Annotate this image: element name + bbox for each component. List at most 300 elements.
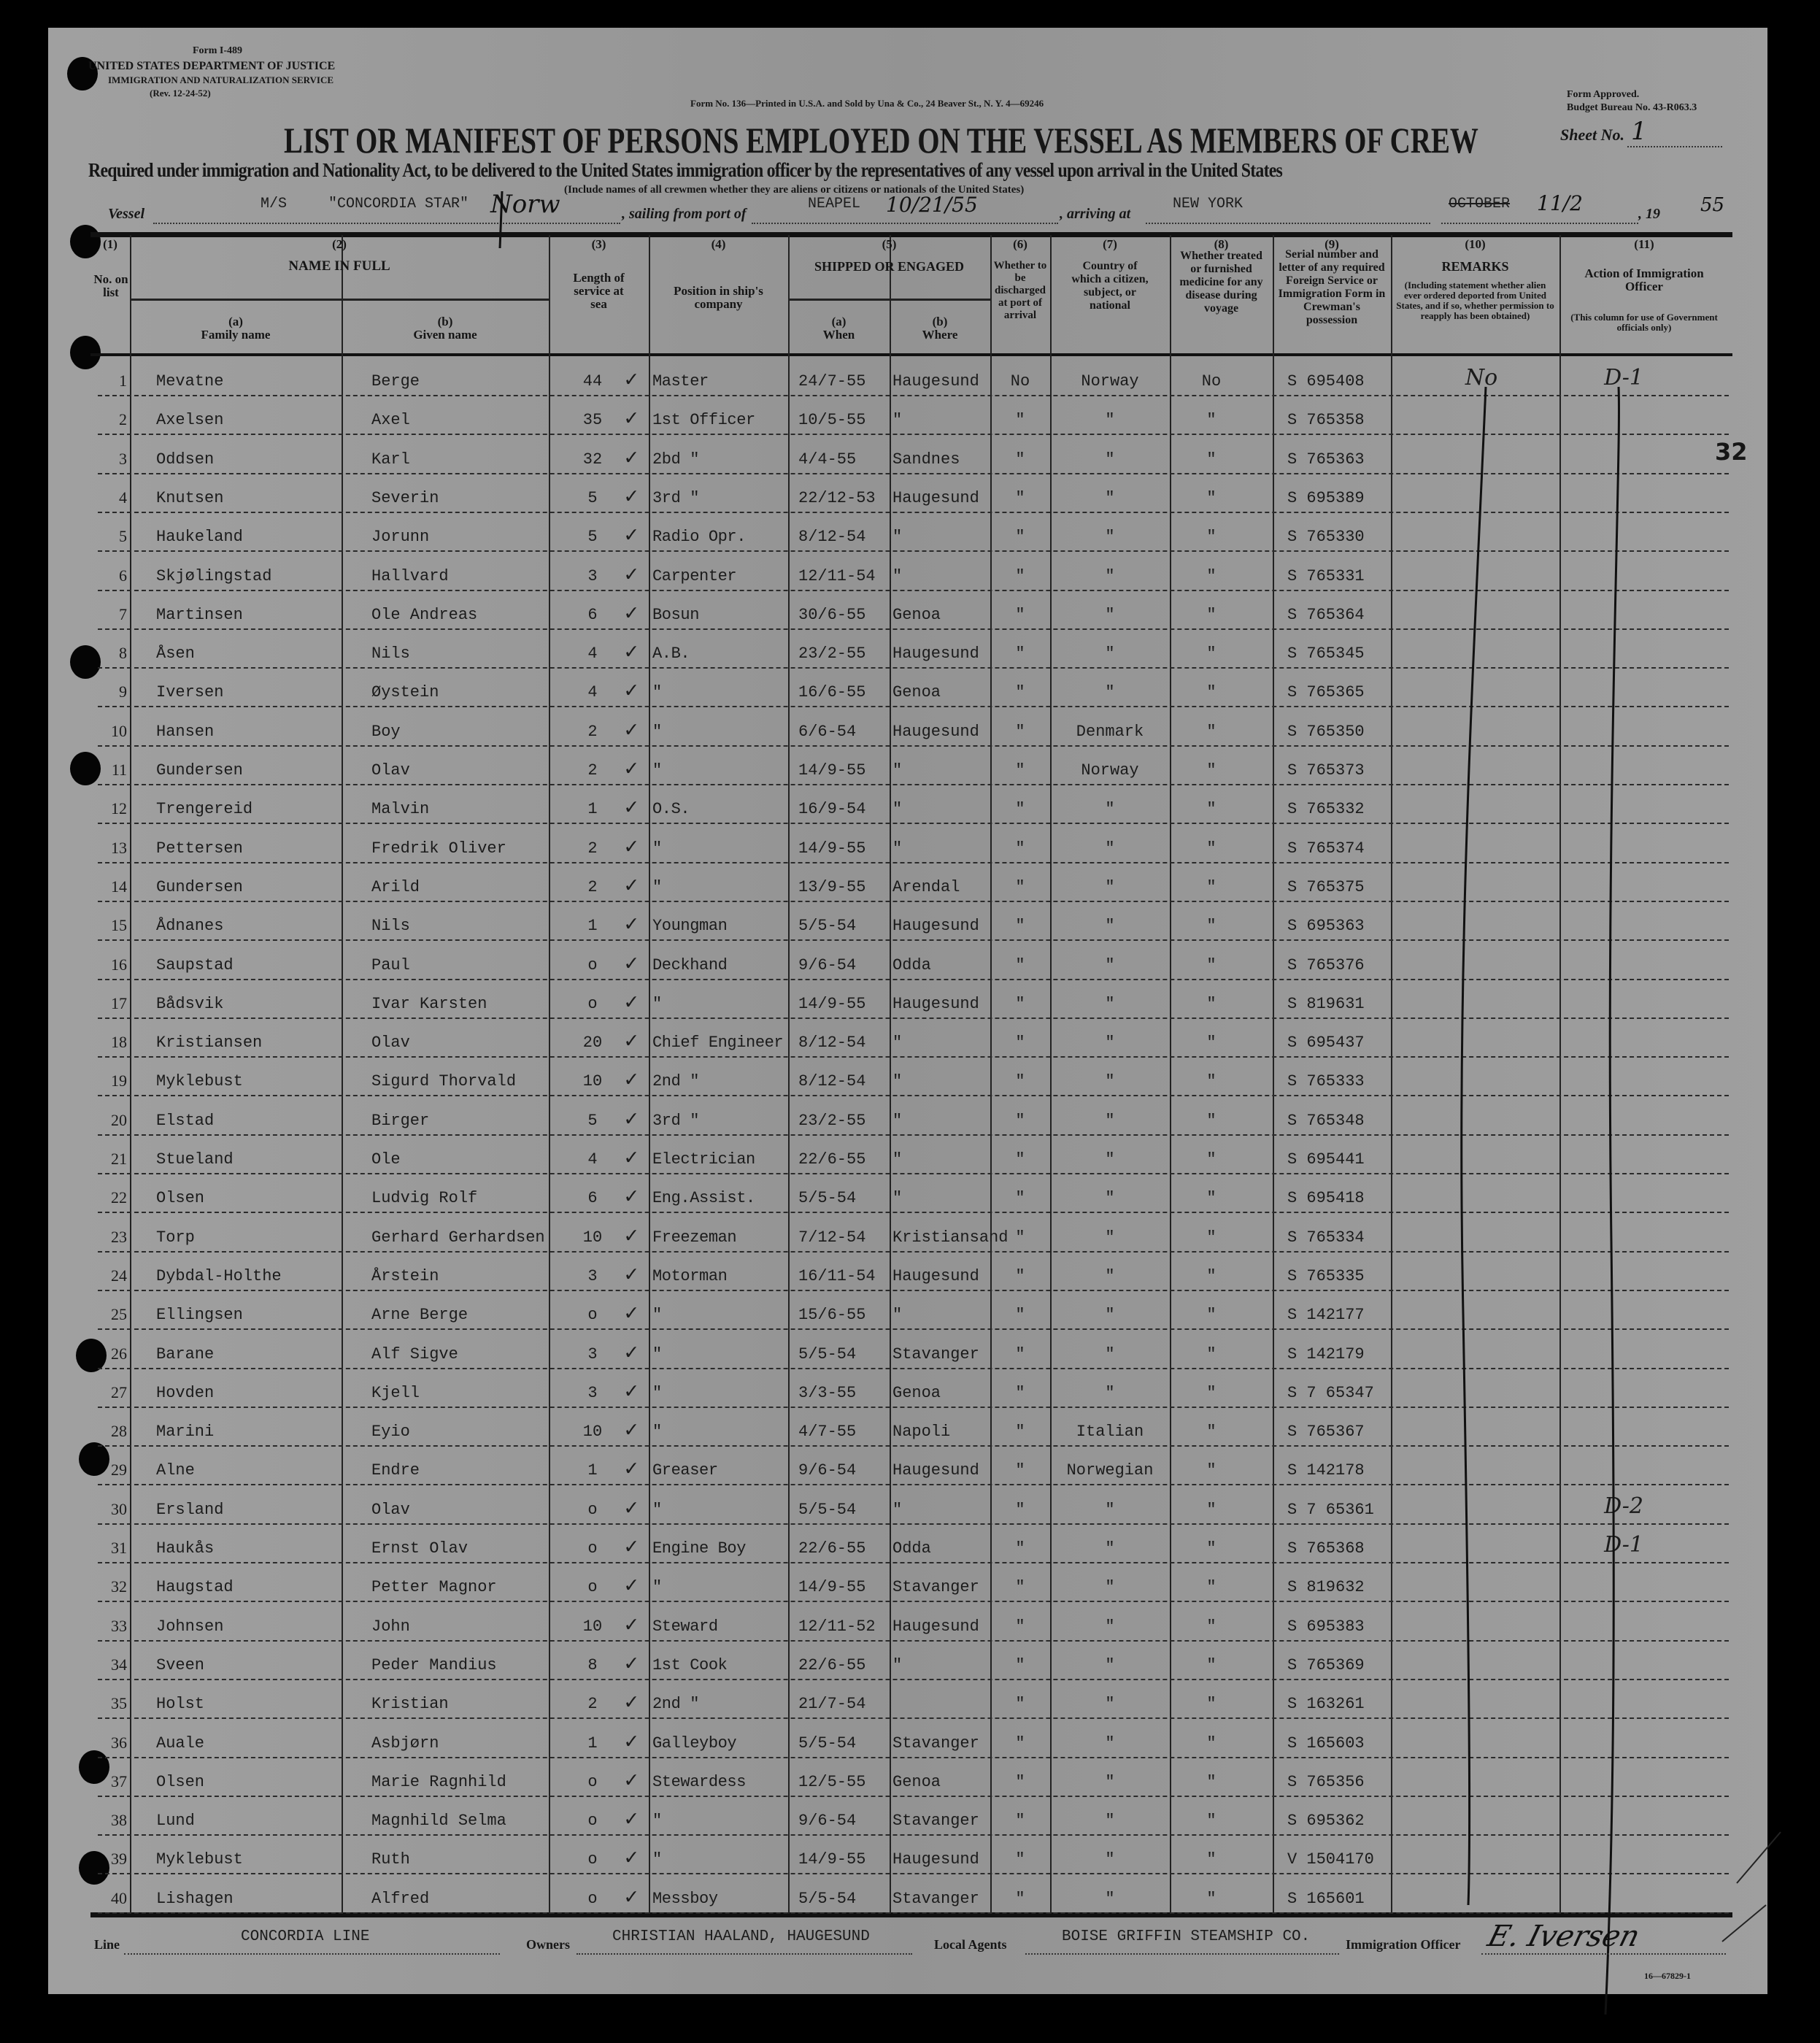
- cell-serial: S 765350: [1287, 722, 1365, 741]
- cell-when: 16/11-54: [798, 1266, 876, 1285]
- cell-given-name: Kristian: [371, 1695, 449, 1714]
- check-mark-icon: ✓: [625, 1536, 639, 1561]
- cell-where: ": [892, 761, 903, 780]
- table-row: [98, 1056, 1729, 1096]
- cell-number: 35: [111, 1694, 127, 1713]
- col-num: (3): [591, 237, 606, 251]
- cell-number: 8: [119, 644, 127, 663]
- check-mark-icon: ✓: [625, 1730, 639, 1755]
- cell-action: D-2: [1604, 1493, 1643, 1519]
- cell-when: 8/12-54: [798, 528, 866, 547]
- cell-serial: S 765375: [1287, 877, 1365, 896]
- cell-when: 13/9-55: [798, 877, 866, 896]
- cell-country: ": [1105, 800, 1115, 819]
- cell-discharged: ": [1015, 1500, 1025, 1519]
- cell-country: ": [1105, 1072, 1115, 1091]
- revision: (Rev. 12-24-52): [150, 88, 211, 99]
- cell-medicine: ": [1206, 1734, 1216, 1752]
- cell-medicine: ": [1206, 722, 1216, 741]
- cell-discharged: ": [1015, 1617, 1025, 1636]
- table-row: [98, 356, 1729, 396]
- cell-position: Galleyboy: [652, 1734, 737, 1752]
- cell-given-name: Endre: [371, 1461, 420, 1480]
- cell-position: ": [652, 1578, 662, 1597]
- cell-where: ": [892, 1072, 903, 1091]
- cell-serial: S 695383: [1287, 1617, 1365, 1636]
- cell-position: Radio Opr.: [652, 528, 747, 547]
- col-header-discharged: Whether to be discharged at port of arrival: [993, 260, 1047, 321]
- check-mark-icon: ✓: [625, 446, 639, 472]
- cell-serial: S 765331: [1287, 566, 1365, 585]
- check-mark-icon: ✓: [625, 1185, 639, 1211]
- cell-country: ": [1105, 1578, 1115, 1597]
- check-mark-icon: ✓: [625, 1769, 639, 1794]
- officer-signature: E. Iversen: [1484, 1920, 1643, 1953]
- cell-given-name: Olav: [371, 761, 410, 780]
- cell-length: o: [587, 1539, 598, 1558]
- cell-serial: S 695408: [1287, 372, 1365, 390]
- cell-discharged: ": [1015, 1655, 1025, 1674]
- cell-medicine: ": [1206, 1111, 1216, 1130]
- cell-number: 11: [111, 761, 127, 779]
- cell-number: 20: [111, 1110, 127, 1129]
- form-number: Form I-489: [193, 45, 243, 56]
- cell-given-name: Ivar Karsten: [371, 994, 487, 1013]
- cell-position: Master: [652, 372, 709, 390]
- check-mark-icon: ✓: [625, 1302, 639, 1328]
- cell-country: Italian: [1076, 1423, 1144, 1442]
- cell-number: 40: [111, 1888, 127, 1907]
- cell-serial: S 765367: [1287, 1423, 1365, 1442]
- check-mark-icon: ✓: [625, 407, 639, 433]
- cell-discharged: ": [1015, 1034, 1025, 1053]
- cell-position: Motorman: [652, 1266, 728, 1285]
- cell-country: ": [1105, 1383, 1115, 1402]
- cell-given-name: Boy: [371, 722, 401, 741]
- col-header-remarks: REMARKS: [1441, 259, 1509, 274]
- cell-number: 1: [119, 372, 127, 390]
- cell-discharged: ": [1015, 528, 1025, 547]
- owners-value: CHRISTIAN HAALAND, HAUGESUND: [612, 1928, 870, 1945]
- check-mark-icon: ✓: [625, 1885, 639, 1911]
- cell-where: ": [892, 800, 903, 819]
- check-mark-icon: ✓: [625, 1496, 639, 1522]
- cell-country: ": [1105, 1812, 1115, 1831]
- cell-country: ": [1105, 566, 1115, 585]
- cell-length: 10: [582, 1617, 603, 1636]
- cell-when: 10/5-55: [798, 411, 866, 430]
- cell-where: Haugesund: [892, 722, 979, 741]
- cell-number: 2: [119, 410, 127, 429]
- cell-number: 3: [119, 449, 127, 468]
- cell-length: 4: [587, 1150, 598, 1169]
- cell-family-name: Axelsen: [156, 411, 224, 430]
- cell-country: ": [1105, 645, 1115, 663]
- cell-where: Stavanger: [892, 1734, 979, 1752]
- cell-where: Genoa: [892, 1772, 941, 1791]
- cell-given-name: Ernst Olav: [371, 1539, 469, 1558]
- table-row: [98, 862, 1729, 902]
- cell-position: 1st Officer: [652, 411, 755, 430]
- cell-where: Haugesund: [892, 1850, 979, 1869]
- cell-family-name: Oddsen: [156, 450, 215, 469]
- check-mark-icon: ✓: [625, 1069, 639, 1094]
- cell-when: 24/7-55: [798, 372, 866, 390]
- cell-position: 3rd ": [652, 488, 700, 507]
- check-mark-icon: ✓: [625, 796, 639, 822]
- cell-given-name: Alfred: [371, 1889, 430, 1908]
- cell-where: Genoa: [892, 1383, 941, 1402]
- cell-country: ": [1105, 450, 1115, 469]
- cell-given-name: Paul: [371, 955, 410, 974]
- cell-medicine: ": [1206, 1228, 1216, 1247]
- cell-discharged: ": [1015, 1344, 1025, 1363]
- cell-when: 5/5-54: [798, 1889, 857, 1908]
- cell-number: 7: [119, 604, 127, 623]
- form-approved: Form Approved.: [1567, 89, 1640, 100]
- cell-when: 5/5-54: [798, 1344, 857, 1363]
- cell-country: ": [1105, 1228, 1115, 1247]
- cell-where: ": [892, 1150, 903, 1169]
- arrival-month-struck: OCTOBER: [1449, 196, 1511, 212]
- cell-when: 14/9-55: [798, 839, 866, 858]
- cell-serial: S 765365: [1287, 683, 1365, 702]
- cell-family-name: Iversen: [156, 683, 224, 702]
- cell-given-name: Axel: [371, 411, 410, 430]
- cell-number: 39: [111, 1850, 127, 1869]
- cell-medicine: ": [1206, 450, 1216, 469]
- cell-medicine: ": [1206, 1812, 1216, 1831]
- cell-country: ": [1105, 1111, 1115, 1130]
- cell-number: 6: [119, 566, 127, 585]
- cell-where: Odda: [892, 1539, 931, 1558]
- cell-length: 1: [587, 800, 598, 819]
- cell-position: Electrician: [652, 1150, 755, 1169]
- cell-number: 24: [111, 1266, 127, 1285]
- cell-serial: S 765368: [1287, 1539, 1365, 1558]
- cell-length: 32: [582, 450, 603, 469]
- cell-family-name: Ellingsen: [156, 1306, 243, 1325]
- col-header-position: Position in ship's company: [674, 284, 763, 311]
- table-row: [98, 1368, 1729, 1408]
- cell-length: 5: [587, 488, 598, 507]
- cell-country: ": [1105, 1266, 1115, 1285]
- table-row: [98, 979, 1729, 1019]
- cell-serial: S 765348: [1287, 1111, 1365, 1130]
- cell-serial: S 142177: [1287, 1306, 1365, 1325]
- cell-when: 9/6-54: [798, 955, 857, 974]
- cell-discharged: ": [1015, 800, 1025, 819]
- cell-position: Engine Boy: [652, 1539, 747, 1558]
- cell-where: Stavanger: [892, 1578, 979, 1597]
- cell-serial: S 765363: [1287, 450, 1365, 469]
- cell-medicine: ": [1206, 1034, 1216, 1053]
- cell-given-name: Arne Berge: [371, 1306, 469, 1325]
- cell-when: 22/6-55: [798, 1539, 866, 1558]
- cell-number: 9: [119, 682, 127, 701]
- cell-where: ": [892, 1655, 903, 1674]
- cell-when: 15/6-55: [798, 1306, 866, 1325]
- check-mark-icon: ✓: [625, 1263, 639, 1288]
- cell-given-name: Asbjørn: [371, 1734, 439, 1752]
- cell-discharged: ": [1015, 1461, 1025, 1480]
- table-row: [98, 1096, 1729, 1136]
- cell-medicine: ": [1206, 1850, 1216, 1869]
- cell-when: 22/6-55: [798, 1150, 866, 1169]
- cell-discharged: ": [1015, 1772, 1025, 1791]
- cell-discharged: ": [1015, 645, 1025, 663]
- table-row: [98, 1407, 1729, 1447]
- cell-discharged: ": [1015, 761, 1025, 780]
- cell-where: Haugesund: [892, 917, 979, 936]
- cell-length: 5: [587, 1111, 598, 1130]
- cell-family-name: Elstad: [156, 1111, 215, 1130]
- cell-medicine: ": [1206, 917, 1216, 936]
- cell-given-name: Birger: [371, 1111, 430, 1130]
- cell-discharged: ": [1015, 566, 1025, 585]
- cell-where: Haugesund: [892, 645, 979, 663]
- cell-medicine: ": [1206, 683, 1216, 702]
- cell-position: ": [652, 877, 662, 896]
- cell-position: A.B.: [652, 645, 690, 663]
- cell-number: 36: [111, 1733, 127, 1752]
- cell-number: 18: [111, 1033, 127, 1052]
- cell-family-name: Bådsvik: [156, 994, 224, 1013]
- cell-number: 22: [111, 1188, 127, 1207]
- cell-family-name: Pettersen: [156, 839, 243, 858]
- check-mark-icon: ✓: [625, 369, 639, 393]
- table-row: [98, 1679, 1729, 1719]
- cell-position: Messboy: [652, 1889, 718, 1908]
- cell-discharged: ": [1015, 1423, 1025, 1442]
- cell-position: 1st Cook: [652, 1655, 728, 1674]
- cell-given-name: Olav: [371, 1500, 410, 1519]
- page-stamp: 32: [1715, 438, 1748, 466]
- cell-where: ": [892, 528, 903, 547]
- page-title: LIST OR MANIFEST OF PERSONS EMPLOYED ON THE VESSEL AS MEMBERS OF CREW: [284, 120, 1478, 161]
- cell-serial: S 765358: [1287, 411, 1365, 430]
- cell-country: ": [1105, 1734, 1115, 1752]
- cell-when: 12/11-52: [798, 1617, 876, 1636]
- year-prefix: , 19: [1638, 206, 1660, 222]
- cell-country: ": [1105, 1695, 1115, 1714]
- col-num: (a): [831, 315, 847, 328]
- cell-serial: S 765373: [1287, 761, 1365, 780]
- vessel-name: "CONCORDIA STAR": [328, 196, 469, 212]
- cell-discharged: ": [1015, 450, 1025, 469]
- cell-when: 9/6-54: [798, 1461, 857, 1480]
- cell-position: Stewardess: [652, 1772, 747, 1791]
- cell-discharged: ": [1015, 994, 1025, 1013]
- cell-action: D-1: [1604, 1532, 1643, 1558]
- check-mark-icon: ✓: [625, 1847, 639, 1872]
- cell-family-name: Ersland: [156, 1500, 224, 1519]
- cell-medicine: ": [1206, 1072, 1216, 1091]
- form-code: 16—67829-1: [1644, 1971, 1691, 1981]
- cell-family-name: Kristiansen: [156, 1034, 263, 1053]
- cell-family-name: Torp: [156, 1228, 195, 1247]
- check-mark-icon: ✓: [625, 952, 639, 977]
- cell-medicine: ": [1206, 994, 1216, 1013]
- cell-family-name: Hansen: [156, 722, 215, 741]
- cell-when: 23/2-55: [798, 645, 866, 663]
- cell-serial: S 695418: [1287, 1189, 1365, 1208]
- cell-country: ": [1105, 605, 1115, 624]
- check-mark-icon: ✓: [625, 563, 639, 588]
- cell-serial: S 695363: [1287, 917, 1365, 936]
- cell-when: 12/11-54: [798, 566, 876, 585]
- cell-position: Freezeman: [652, 1228, 737, 1247]
- vessel-label: Vessel: [108, 206, 144, 222]
- cell-country: ": [1105, 994, 1115, 1013]
- arriving-label: , arriving at: [1060, 206, 1131, 222]
- table-row: [98, 551, 1729, 591]
- cell-given-name: Ole Andreas: [371, 605, 478, 624]
- cell-given-name: Ole: [371, 1150, 401, 1169]
- subtitle: Required under immigration and Nationality Act, to be delivered to the United States immigration officer by the representatives of any vessel upon arrival in the United States: [88, 159, 1283, 181]
- col-num: (11): [1634, 237, 1654, 251]
- department: UNITED STATES DEPARTMENT OF JUSTICE: [88, 60, 336, 72]
- cell-given-name: Sigurd Thorvald: [371, 1072, 517, 1091]
- col-header-length: Length of service at sea: [573, 271, 625, 311]
- cell-serial: S 695441: [1287, 1150, 1365, 1169]
- cell-length: o: [587, 994, 598, 1013]
- check-mark-icon: ✓: [625, 835, 639, 861]
- cell-serial: S 765374: [1287, 839, 1365, 858]
- cell-when: 5/5-54: [798, 917, 857, 936]
- cell-discharged: ": [1015, 1111, 1025, 1130]
- cell-when: 23/2-55: [798, 1111, 866, 1130]
- cell-length: o: [587, 1500, 598, 1519]
- cell-family-name: Trengereid: [156, 800, 253, 819]
- cell-number: 31: [111, 1539, 127, 1557]
- cell-length: 2: [587, 761, 598, 780]
- cell-family-name: Olsen: [156, 1189, 205, 1208]
- cell-medicine: ": [1206, 1423, 1216, 1442]
- cell-number: 34: [111, 1655, 127, 1674]
- check-mark-icon: ✓: [625, 1341, 639, 1366]
- cell-length: o: [587, 1578, 598, 1597]
- table-row: [98, 590, 1729, 630]
- cell-length: 3: [587, 1383, 598, 1402]
- cell-number: 10: [111, 721, 127, 740]
- cell-position: ": [652, 722, 662, 741]
- cell-given-name: Øystein: [371, 683, 439, 702]
- cell-medicine: ": [1206, 411, 1216, 430]
- cell-given-name: John: [371, 1617, 410, 1636]
- cell-discharged: ": [1015, 1850, 1025, 1869]
- cell-family-name: Alne: [156, 1461, 195, 1480]
- cell-family-name: Auale: [156, 1734, 205, 1752]
- cell-where: ": [892, 1500, 903, 1519]
- cell-position: ": [652, 1383, 662, 1402]
- cell-number: 27: [111, 1382, 127, 1401]
- cell-serial: V 1504170: [1287, 1850, 1374, 1869]
- cell-discharged: ": [1015, 1189, 1025, 1208]
- col-header-country: Country of which a citizen, subject, or national: [1071, 260, 1149, 312]
- cell-family-name: Lishagen: [156, 1889, 234, 1908]
- table-row: [98, 940, 1729, 980]
- table-row: [98, 473, 1729, 513]
- table-row: [98, 1290, 1729, 1330]
- cell-family-name: Haugstad: [156, 1578, 234, 1597]
- cell-length: o: [587, 1772, 598, 1791]
- table-row: [98, 1134, 1729, 1174]
- cell-discharged: ": [1015, 1383, 1025, 1402]
- cell-discharged: ": [1015, 1072, 1025, 1091]
- cell-country: ": [1105, 411, 1115, 430]
- cell-position: Eng.Assist.: [652, 1189, 755, 1208]
- cell-position: ": [652, 683, 662, 702]
- cell-medicine: ": [1206, 1695, 1216, 1714]
- check-mark-icon: ✓: [625, 718, 639, 744]
- cell-where: Kristiansand: [892, 1228, 1009, 1247]
- punch-hole: [70, 336, 101, 369]
- col-num: (8): [1214, 237, 1229, 251]
- cell-where: Haugesund: [892, 488, 979, 507]
- col-header-where: Where: [922, 328, 958, 342]
- cell-given-name: Magnhild Selma: [371, 1812, 506, 1831]
- cell-family-name: Skjølingstad: [156, 566, 272, 585]
- cell-medicine: ": [1206, 877, 1216, 896]
- cell-given-name: Malvin: [371, 800, 430, 819]
- check-mark-icon: ✓: [625, 1030, 639, 1055]
- cell-where: Sandnes: [892, 450, 960, 469]
- cell-number: 19: [111, 1071, 127, 1090]
- cell-family-name: Ådnanes: [156, 917, 224, 936]
- cell-number: 38: [111, 1811, 127, 1830]
- cell-position: 2nd ": [652, 1695, 700, 1714]
- cell-medicine: ": [1206, 1150, 1216, 1169]
- cell-when: 14/9-55: [798, 1578, 866, 1597]
- cell-length: 6: [587, 605, 598, 624]
- col-header-shipped: SHIPPED OR ENGAGED: [814, 259, 965, 274]
- cell-country: ": [1105, 1617, 1115, 1636]
- cell-length: 35: [582, 411, 603, 430]
- cell-discharged: ": [1015, 839, 1025, 858]
- cell-position: Deckhand: [652, 955, 728, 974]
- cell-country: Norway: [1081, 761, 1139, 780]
- col-num: (6): [1013, 237, 1027, 251]
- col-header-family-name: Family name: [201, 328, 271, 342]
- cell-position: 3rd ": [652, 1111, 700, 1130]
- cell-position: Carpenter: [652, 566, 737, 585]
- check-mark-icon: ✓: [625, 758, 639, 782]
- cell-discharged: ": [1015, 955, 1025, 974]
- cell-serial: S 165603: [1287, 1734, 1365, 1752]
- cell-given-name: Årstein: [371, 1266, 439, 1285]
- table-row: [98, 1212, 1729, 1253]
- cell-discharged: ": [1015, 1695, 1025, 1714]
- cell-action: D-1: [1604, 365, 1643, 390]
- check-mark-icon: ✓: [625, 913, 639, 939]
- cell-serial: S 765364: [1287, 605, 1365, 624]
- cell-family-name: Olsen: [156, 1772, 205, 1791]
- cell-family-name: Gundersen: [156, 877, 243, 896]
- table-row: [98, 1796, 1729, 1836]
- cell-serial: S 765332: [1287, 800, 1365, 819]
- cell-number: 30: [111, 1499, 127, 1518]
- table-row: [98, 1757, 1729, 1797]
- cell-length: 5: [587, 528, 598, 547]
- cell-when: 4/7-55: [798, 1423, 857, 1442]
- table-row: [98, 434, 1729, 474]
- service: IMMIGRATION AND NATURALIZATION SERVICE: [108, 74, 334, 85]
- cell-given-name: Kjell: [371, 1383, 420, 1402]
- cell-serial: S 765369: [1287, 1655, 1365, 1674]
- agents-value: BOISE GRIFFIN STEAMSHIP CO.: [1062, 1928, 1311, 1945]
- cell-length: 44: [582, 372, 603, 390]
